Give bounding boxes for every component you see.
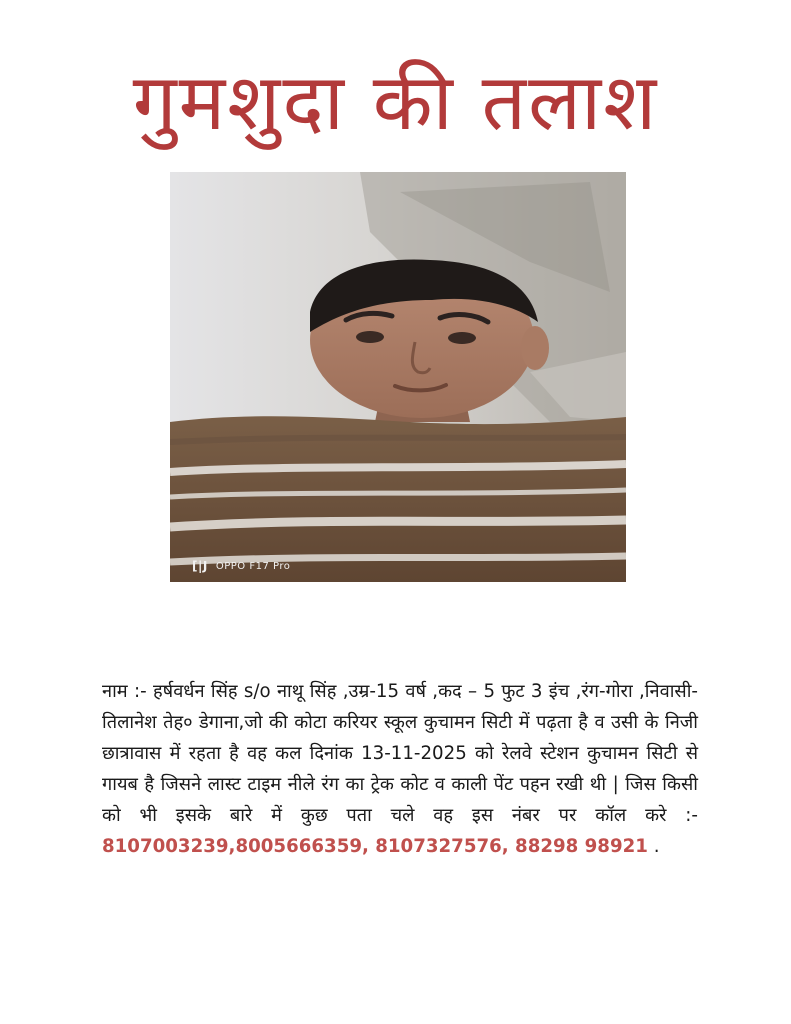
oppo-logo-icon: [|J [192, 559, 208, 573]
camera-watermark [192, 559, 290, 573]
photo-illustration [170, 172, 626, 582]
poster-title: गुमशुदा की तलाश [132, 58, 659, 148]
camera-model-label: OPPO F17 Pro [215, 560, 291, 572]
missing-person-photo [170, 172, 626, 582]
description-text: नाम :- हर्षवर्धन सिंह s/o नाथू सिंह ,उम्र-15 वर्ष ,कद – 5 फुट 3 इंच ,रंग-गोरा ,निवासी-तिलानेश तेह० डेगाना,जो की कोटा करियर स्कूल कुचामन सिटी में पढ़ता है व उसी के निजी छात्रावास में रहता है वह कल दिनांक 13-11-2025 को रेलवे स्टेशन कुचामन सिटी से गायब है जिसने लास्ट टाइम नीले रंग का ट्रेक कोट व काली पेंट पहन रखी थी | जिस किसी को भी इसके बारे में कुछ पता चले वह इस नंबर पर कॉल करे :- [102, 681, 698, 826]
contact-phone-numbers: 8107003239,8005666359, 8107327576, 88298 98921 [102, 836, 648, 857]
closing-punctuation: . [647, 836, 660, 857]
missing-person-details [102, 676, 698, 862]
